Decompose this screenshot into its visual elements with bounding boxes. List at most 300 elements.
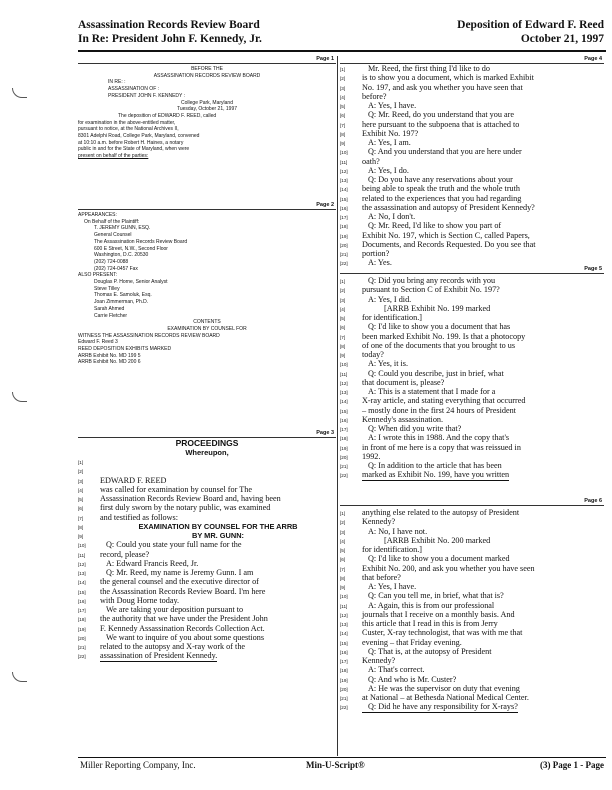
transcript-line: [78, 624, 336, 633]
transcript-line: [340, 470, 604, 480]
transcript-line: [340, 545, 604, 554]
caption-line: College Park, Maryland: [181, 99, 233, 106]
line-text: that before?: [362, 572, 401, 582]
proceedings-title: PROCEEDINGS: [175, 438, 239, 448]
line-number: [21]: [78, 645, 86, 650]
caption-line: Carrie Fletcher: [94, 312, 128, 319]
transcript-line: [340, 536, 604, 545]
line-text: for identification.]: [362, 545, 423, 554]
line-text: Kennedy?: [362, 656, 396, 665]
line-text: the authority that we have under the President John: [100, 614, 268, 624]
line-text: Q: And you understand that you are here under: [368, 147, 522, 157]
line-number: [19]: [340, 677, 348, 683]
transcript-line: [340, 415, 604, 424]
line-number: [14]: [340, 187, 348, 193]
line-number: [14]: [340, 631, 348, 637]
line-text: EXAMINATION BY COUNSEL FOR THE ARRB: [138, 521, 298, 531]
transcript-line: [340, 656, 604, 665]
line-number: [11]: [340, 603, 348, 609]
page-rule: [340, 505, 604, 506]
line-text: A: This is a statement that I made for a: [368, 387, 496, 396]
line-number: [5]: [340, 316, 346, 321]
line-text: A: Yes, I do.: [368, 165, 409, 175]
line-text: and testified as follows:: [100, 512, 178, 522]
transcript-line: [340, 508, 604, 517]
transcript-line: [340, 221, 604, 230]
transcript-line: [78, 476, 336, 485]
line-text: A: I wrote this in 1988. And the copy that's: [368, 433, 510, 443]
transcript-page-3: [78, 430, 336, 752]
transcript-line: [340, 138, 604, 147]
caption-line: General Counsel: [94, 232, 132, 239]
transcript-line: [340, 582, 604, 591]
line-text: Q: Can you tell me, in brief, what that is?: [368, 591, 504, 601]
caption-line: ALSO PRESENT:: [78, 272, 118, 279]
transcript-page-4: [340, 56, 604, 266]
line-text: A: Yes, I have.: [368, 101, 417, 110]
line-text: Q: That is, at the autopsy of President: [368, 646, 492, 656]
line-text: We want to inquire of you about some questions: [106, 632, 265, 642]
transcript-line: [78, 550, 336, 559]
line-number: [18]: [340, 436, 348, 442]
line-number: [5]: [340, 104, 346, 109]
line-number: [14]: [78, 580, 86, 586]
line-text: oath?: [362, 156, 380, 166]
line-number: [20]: [340, 454, 348, 460]
line-number: [8]: [340, 131, 346, 137]
transcript-line: [340, 396, 604, 405]
transcript-line: [340, 203, 604, 212]
caption-line: ASSASSINATION RECORDS REVIEW BOARD: [153, 72, 261, 79]
line-text: evening – that Friday evening.: [362, 637, 462, 647]
line-number: [21]: [340, 252, 348, 257]
transcript-line: [78, 605, 336, 614]
transcript-line: [340, 517, 604, 526]
line-number: [2]: [340, 520, 346, 526]
line-number: [18]: [78, 617, 86, 623]
line-number: [7]: [340, 566, 346, 572]
line-number: [1]: [340, 279, 346, 284]
transcript-line: [340, 665, 604, 674]
line-number: [6]: [340, 325, 346, 331]
transcript-line: [340, 369, 604, 378]
page-label: Page 3: [316, 430, 334, 436]
line-number: [2]: [340, 76, 346, 82]
line-number: [18]: [340, 668, 348, 674]
header-left: [78, 18, 262, 46]
caption-line: ASSASSINATION OF :: [108, 86, 160, 93]
line-number: [1]: [340, 67, 346, 72]
transcript-line: [78, 614, 336, 623]
line-number: [9]: [340, 353, 346, 358]
page-label: Page 4: [584, 56, 602, 62]
line-number: [3]: [340, 297, 346, 303]
line-number: [2]: [78, 469, 84, 475]
header-rule: [78, 50, 606, 52]
transcript-line: [340, 147, 604, 156]
line-number: [16]: [78, 598, 86, 604]
caption-line: Thomas E. Samoluk, Esq.: [94, 292, 152, 299]
line-text: of one of the documents that you brought to us: [362, 340, 516, 350]
transcript-line: [340, 564, 604, 573]
page-rule: [340, 273, 604, 274]
page-label: Page 5: [584, 266, 602, 272]
caption-line: APPEARANCES:: [78, 212, 117, 218]
line-number: [14]: [340, 399, 348, 405]
line-text: Kennedy's assassination.: [362, 414, 444, 424]
line-text: pursuant to Section C of Exhibit No. 197?: [362, 285, 500, 295]
line-text: with Doug Horne today.: [100, 595, 180, 605]
caption-line: PRESIDENT JOHN F. KENNEDY :: [108, 92, 186, 99]
line-text: journals that I receive on a monthly basis. And: [362, 609, 515, 619]
transcript-line: [78, 531, 336, 540]
line-text: A: He was the supervisor on duty that evening: [368, 683, 520, 693]
proceedings-block: [78, 438, 336, 662]
line-number: [13]: [78, 571, 86, 576]
line-text: A: No, I don't.: [368, 212, 416, 221]
line-text: A: Yes, I am.: [368, 138, 411, 147]
line-text: Custer, X-ray technologist, that was with me that: [362, 628, 523, 638]
caption-line: Joan Zimmerman, Ph.D.: [94, 299, 149, 306]
transcript-line: [340, 554, 604, 563]
line-number: [10]: [340, 150, 348, 156]
line-number: [10]: [340, 594, 348, 600]
line-number: [17]: [340, 659, 348, 664]
line-text: Assassination Records Review Board and, having been: [100, 494, 281, 503]
transcript-line: [340, 240, 604, 249]
line-text: Q: I'd like to show you a document marked: [368, 554, 510, 564]
line-text: Q: Did he have any responsibility for X-rays?: [362, 702, 518, 712]
caption-line: Douglas P. Horne, Senior Analyst: [94, 279, 168, 286]
transcript-line: [340, 101, 604, 110]
line-text: – mostly done in the first 24 hours of President: [362, 405, 516, 415]
line-text: in front of me here is a copy that was reissued in: [362, 442, 521, 452]
line-number: [4]: [340, 538, 346, 544]
binder-hole-mark: [12, 392, 27, 402]
transcript-line: [340, 157, 604, 166]
transcript-line: [340, 276, 604, 285]
line-number: [12]: [78, 561, 86, 567]
line-number: [17]: [340, 427, 348, 432]
line-text: BY MR. GUNN:: [191, 531, 244, 540]
transcript-line: [340, 406, 604, 415]
transcript-line: [78, 651, 336, 661]
line-text: Q: Could you state your full name for the: [106, 540, 242, 550]
caption-line: On Behalf of the Plaintiff:: [84, 218, 140, 225]
transcript-line: [340, 110, 604, 119]
transcript-line: [340, 461, 604, 470]
line-text: Documents, and Records Requested. Do you see that: [362, 239, 536, 249]
line-text: EDWARD F. REED: [100, 475, 167, 485]
caption-line: WITNESS THE ASSASSINATION RECORDS REVIEW BOARD: [78, 332, 220, 339]
transcript-page-2: [78, 202, 336, 430]
transcript-line: [340, 591, 604, 600]
line-text: Q: Mr. Reed, my name is Jeremy Gunn. I am: [106, 568, 254, 577]
transcript-line: [78, 587, 336, 596]
transcript-line: [340, 601, 604, 610]
transcript-line: [340, 332, 604, 341]
line-text: Exhibit No. 197?: [362, 128, 419, 138]
transcript-line: [78, 485, 336, 494]
line-text: the assassination and autopsy of President Kennedy?: [362, 202, 535, 212]
transcript-line: [78, 642, 336, 651]
line-number: [12]: [340, 380, 348, 386]
line-text: Exhibit No. 197, which is Section C, called Papers,: [362, 230, 530, 240]
line-text: portion?: [362, 249, 390, 258]
board-name: Assassination Records Review Board: [78, 19, 260, 31]
line-number: [19]: [340, 445, 348, 451]
line-number: [19]: [78, 626, 86, 632]
transcript-line: [340, 184, 604, 193]
line-number: [21]: [340, 464, 348, 469]
transcript-line: [340, 350, 604, 359]
line-number: [15]: [340, 640, 348, 646]
line-text: 1992.: [362, 451, 381, 461]
line-number: [5]: [78, 497, 84, 502]
line-text: A: That's correct.: [368, 665, 425, 675]
line-text: the Assassination Records Review Board. I'm here: [100, 586, 266, 596]
left-column: [78, 56, 336, 756]
line-number: [22]: [78, 654, 86, 660]
transcript-line: [78, 633, 336, 642]
line-text: at National – at Bethesda National Medical Center.: [362, 693, 529, 702]
transcript-line: [340, 387, 604, 396]
line-number: [12]: [340, 168, 348, 174]
line-number: [6]: [78, 506, 84, 512]
line-number: [3]: [340, 529, 346, 535]
transcript-line: [340, 341, 604, 350]
caption-line: Tuesday, October 21, 1997: [176, 106, 238, 113]
caption-line: EXAMINATION BY COUNSEL FOR: [167, 325, 247, 332]
transcript-line: [78, 568, 336, 577]
line-number: [16]: [340, 205, 348, 211]
line-number: [9]: [340, 141, 346, 146]
transcript-line: [340, 166, 604, 175]
transcript-page-1: [78, 56, 336, 202]
transcript-line: [340, 647, 604, 656]
transcript-line: [340, 249, 604, 258]
line-text: Exhibit No. 200, and ask you whether you have seen: [362, 563, 535, 573]
line-text: here pursuant to the subpoena that is attached to: [362, 119, 520, 129]
transcript-line: [340, 258, 604, 266]
caption-line: BEFORE THE: [191, 66, 223, 72]
line-number: [1]: [340, 511, 346, 516]
transcript-line: [340, 73, 604, 82]
line-text: today?: [362, 350, 384, 359]
transcript-line: [340, 92, 604, 101]
caption-line: The deposition of EDWARD F. REED, called: [118, 112, 217, 119]
line-number: [1]: [78, 460, 84, 465]
line-number: [12]: [340, 612, 348, 618]
caption-line: Sarah Ahmed: [94, 305, 125, 312]
transcript-line: [78, 577, 336, 586]
right-column: [340, 56, 604, 756]
caption-line: 8301 Adelphi Road, College Park, Maryland, convened: [78, 133, 200, 140]
deposition-date: October 21, 1997: [520, 33, 604, 45]
line-text: Q: In addition to the article that has been: [368, 461, 502, 470]
line-text: related to the experiences that you had regarding: [362, 193, 522, 203]
page-label: Page 1: [316, 56, 334, 62]
line-text: A: Yes.: [362, 258, 392, 266]
line-text: A: Again, this is from our professional: [368, 600, 495, 610]
reporting-company: Miller Reporting Company, Inc.: [80, 760, 196, 770]
transcript-line: [78, 513, 336, 522]
caption-line: ARRB Exhibit No. MD 200 6: [78, 359, 141, 366]
page-label: Page 6: [584, 498, 602, 504]
caption-line: Steve Tilley: [94, 285, 120, 292]
binder-hole-mark: [12, 88, 27, 98]
line-number: [10]: [340, 362, 348, 368]
line-number: [16]: [340, 649, 348, 655]
line-number: [13]: [340, 622, 348, 627]
transcript-line: [78, 596, 336, 605]
line-number: [18]: [340, 224, 348, 230]
line-text: A: Yes, I have.: [368, 582, 417, 591]
transcript-line: [340, 194, 604, 203]
line-number: [6]: [340, 557, 346, 563]
transcript-line: [78, 457, 336, 466]
line-number: [8]: [78, 524, 84, 530]
line-text: anything else related to the autopsy of President: [362, 508, 520, 517]
transcript-line: [340, 693, 604, 702]
line-number: [9]: [340, 585, 346, 590]
deposition-title: Deposition of Edward F. Reed: [457, 19, 604, 31]
transcript-line: [340, 129, 604, 138]
line-text: Q: Mr. Reed, do you understand that you are: [368, 110, 514, 120]
appearances-block: [78, 212, 336, 366]
transcript-line: [340, 313, 604, 322]
transcript-page-6: [340, 498, 604, 756]
transcript-line: [340, 322, 604, 331]
line-number: [13]: [340, 390, 348, 395]
line-text: Q: When did you write that?: [368, 424, 462, 433]
line-number: [15]: [340, 196, 348, 202]
line-number: [4]: [340, 306, 346, 312]
transcript-line: [340, 295, 604, 304]
line-text: Q: I'd like to show you a document that has: [368, 322, 511, 332]
line-text: Kennedy?: [362, 517, 396, 527]
line-number: [10]: [78, 543, 86, 549]
line-text: F. Kennedy Assassination Records Collection Act.: [100, 623, 265, 633]
line-text: X-ray article, and stating everything that occurred: [362, 396, 526, 406]
line-text: A: Yes, it is.: [368, 359, 409, 369]
transcript-line: [340, 573, 604, 582]
line-text: that document is, please?: [362, 377, 445, 387]
line-number: [11]: [340, 371, 348, 377]
caption-line: (202) 724-0457 Fax: [94, 265, 138, 272]
line-number: [3]: [340, 85, 346, 91]
line-number: [22]: [340, 473, 348, 479]
caption-line: REED DEPOSITION EXHIBITS MARKED: [78, 346, 172, 353]
transcript-line: [340, 83, 604, 92]
line-text: A: Edward Francis Reed, Jr.: [106, 558, 199, 568]
line-text: No. 197, and ask you whether you have seen that: [362, 82, 523, 92]
line-text: [ARRB Exhibit No. 199 marked: [384, 303, 491, 313]
transcript-line: [340, 359, 604, 368]
transcript-line: [78, 540, 336, 549]
caption-line: pursuant to notice, at the National Archives II,: [78, 126, 179, 133]
caption-line: present on behalf of the parties:: [78, 153, 149, 160]
transcript-line: [340, 212, 604, 221]
line-number: [4]: [340, 94, 346, 100]
transcript-line: [340, 619, 604, 628]
caption-line: The Assassination Records Review Board: [94, 238, 188, 245]
transcript-line: [340, 527, 604, 536]
line-number: [15]: [78, 589, 86, 595]
transcript-line: [340, 684, 604, 693]
transcript-line: [340, 120, 604, 129]
line-number: [15]: [340, 408, 348, 414]
line-number: [3]: [78, 478, 84, 484]
page-label: Page 2: [316, 202, 334, 208]
line-number: [13]: [340, 178, 348, 183]
line-text: being able to speak the truth and the whole truth: [362, 184, 521, 194]
line-number: [22]: [340, 261, 348, 266]
line-text: Q: Mr. Reed, I'd like to show you part of: [368, 221, 502, 231]
transcript-line: [340, 378, 604, 387]
transcript-line: [340, 64, 604, 73]
whereupon: Whereupon,: [185, 448, 229, 457]
line-number: [20]: [78, 635, 86, 641]
line-number: [17]: [78, 608, 86, 613]
caption-block: [78, 66, 336, 160]
caption-line: Edward F. Reed 3: [78, 339, 118, 346]
line-number: [11]: [78, 552, 86, 558]
caption-line: (202) 724-0088: [94, 258, 129, 265]
transcript-line: [78, 503, 336, 512]
transcript-line: [340, 638, 604, 647]
min-u-script: Min-U-Script®: [306, 760, 365, 770]
line-text: first duly sworn by the notary public, was examined: [100, 503, 271, 513]
line-text: [ARRB Exhibit No. 200 marked: [384, 535, 491, 545]
line-text: was called for examination by counsel for The: [100, 484, 252, 494]
line-text: We are taking your deposition pursuant to: [106, 605, 244, 614]
transcript-line: [78, 559, 336, 568]
transcript-line: [340, 452, 604, 461]
caption-line: for examination in the above-entitled matter,: [78, 119, 176, 126]
transcript-line: [340, 231, 604, 240]
line-number: [16]: [340, 417, 348, 423]
line-text: the general counsel and the executive director of: [100, 577, 259, 587]
line-text: Q: Did you bring any records with you: [368, 276, 496, 285]
line-text: A: No, I have not.: [368, 526, 428, 536]
transcript-line: [340, 628, 604, 637]
column-divider: [337, 56, 338, 756]
caption-line: IN RE: :: [108, 79, 126, 86]
line-number: [17]: [340, 215, 348, 220]
line-number: [8]: [340, 575, 346, 581]
line-text: marked as Exhibit No. 199, have you written: [362, 470, 510, 480]
line-number: [22]: [340, 705, 348, 711]
transcript-line: [340, 443, 604, 452]
line-number: [7]: [340, 122, 346, 128]
caption-line: CONTENTS: [193, 319, 221, 326]
transcript-line: [340, 175, 604, 184]
transcript-line: [78, 522, 336, 531]
line-number: [21]: [340, 696, 348, 701]
footer-rule: [78, 757, 606, 758]
line-text: this article that I read in this is from Jerry: [362, 619, 498, 628]
line-text: assassination of President Kennedy.: [100, 651, 218, 661]
header-right: [457, 18, 604, 46]
line-text: Q: Could you describe, just in brief, what: [368, 368, 504, 378]
case-name: In Re: President John F. Kennedy, Jr.: [78, 33, 262, 45]
caption-line: Washington, D.C. 20530: [94, 252, 149, 259]
line-number: [20]: [340, 686, 348, 692]
line-number: [9]: [78, 534, 84, 539]
transcript-line: [340, 675, 604, 684]
line-number: [19]: [340, 233, 348, 239]
